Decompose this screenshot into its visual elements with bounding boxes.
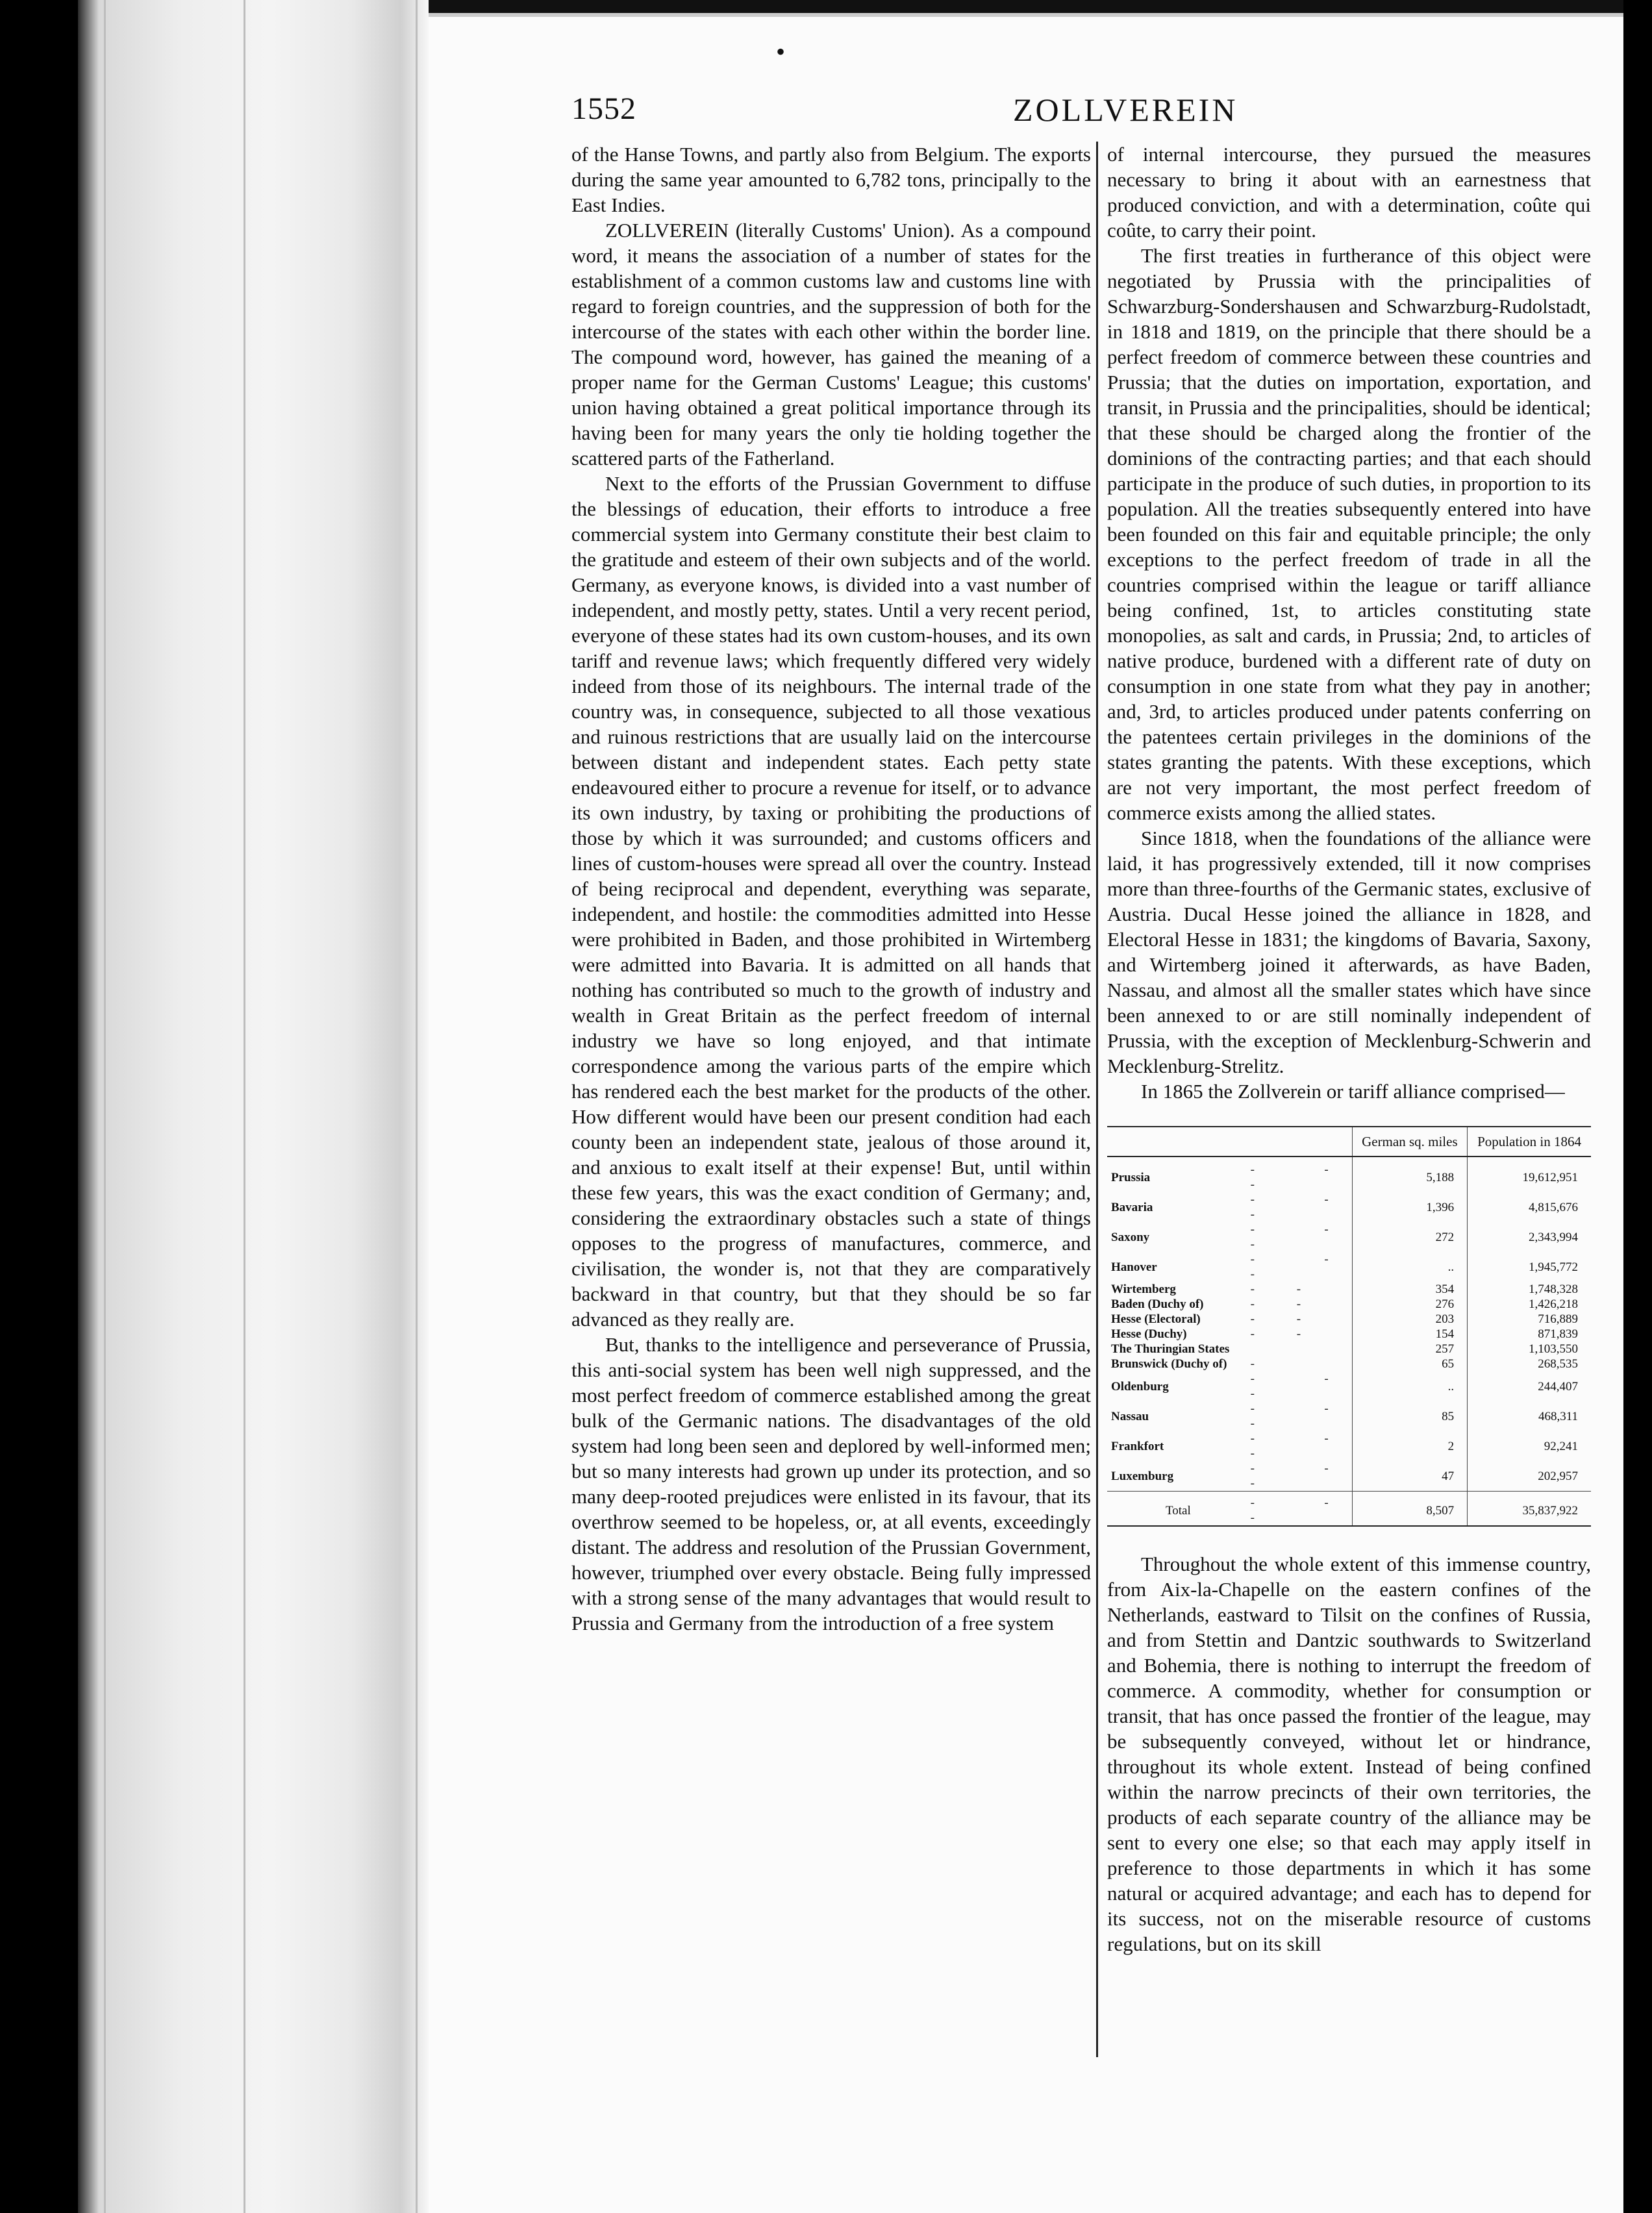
sq-miles-cell: 47 — [1352, 1461, 1467, 1492]
paragraph: Throughout the whole extent of this immense country, from Aix-la-Chapelle on the eastern confines of the Netherlands, eastward to Tilsit on the confines of Russia, and from Stettin and Dantzic southwards to Switzerland and Bohemia, there is nothing to interrupt the freedom of commerce. A commodity, whether for consumption or transit, that has once passed the frontier of the league, may be subsequently conveyed, without let or hindrance, throughout its whole extent. Instead of being confined within the narrow precincts of their own territories, the products of each separate country of the alliance may be sent to every one else; so that each may apply itself in preference to those departments in which it has some natural or acquired advantage; and each has to depend for its success, not on the miserable resource of customs regulations, but on its skill — [1107, 1553, 1591, 1955]
paragraph: But, thanks to the intelligence and perseverance of Prussia, this anti-social system has been well nigh suppressed, and the most perfect freedom of commerce established among the great bulk of the Germanic nations. The disadvantages of the old system had long been seen and deplored by well-informed men; but so many interests had grown up under its protection, and so many deep-rooted prejudices were enlisted in its favour, that its overthrow seemed to be hopeless, or, at all events, exceedingly distant. The address and resolution of the Prussian Government, however, triumphed over every obstacle. Being fully impressed with a strong sense of the many advantages that would result to Prussia and Germany from the introduction of a free system — [571, 1333, 1091, 1634]
total-sq-miles: 8,507 — [1352, 1492, 1467, 1527]
table-row — [1107, 1342, 1591, 1357]
paragraph: Since 1818, when the foundations of the alliance were laid, it has progressively extended, till it now comprises more than three-fourths of the Germanic states, exclusive of Austria. Ducal Hesse joined the alliance in 1828, and Electoral Hesse in 1831; the kingdoms of Bavaria, Saxony, and Wirtemberg joined it afterwards, as have Baden, Nassau, and almost all the smaller states which have since been annexed to or are still nominally independent of Prussia, with the exception of Mecklenburg-Schwerin and Mecklenburg-Strelitz. — [1107, 827, 1591, 1077]
table-row — [1107, 1252, 1591, 1282]
zollverein-table — [1107, 1126, 1591, 1527]
sq-miles-cell: 354 — [1352, 1282, 1467, 1297]
population-cell: 268,535 — [1468, 1357, 1591, 1371]
population-cell: 92,241 — [1468, 1431, 1591, 1461]
table-row — [1107, 1297, 1591, 1312]
leader-dots: - - - — [1250, 1432, 1348, 1460]
table-row — [1107, 1282, 1591, 1297]
column-rule — [1096, 142, 1098, 2057]
population-cell: 468,311 — [1468, 1401, 1591, 1431]
state-name: Wirtemberg — [1111, 1282, 1176, 1296]
population-cell: 2,343,994 — [1468, 1222, 1591, 1252]
table-row — [1107, 1357, 1591, 1371]
paragraph: ZOLLVEREIN (literally Customs' Union). As a compound word, it means the association of a number of states for the establishment of a common customs law and customs line with regard to foreign countries, and the suppression of both for the intercourse of the states with each other within the border line. The compound word, however, has gained the meaning of a proper name for the German Customs' League; this customs' union having obtained a great political importance through its having been for many years the only tie holding together the scattered parts of the Fatherland. — [571, 219, 1091, 469]
population-cell: 871,839 — [1468, 1327, 1591, 1342]
sq-miles-cell: 1,396 — [1352, 1192, 1467, 1222]
right-column — [1107, 142, 1591, 2181]
left-column — [571, 142, 1091, 2181]
sq-miles-cell: 5,188 — [1352, 1157, 1467, 1192]
state-name: Nassau — [1111, 1409, 1149, 1423]
leader-dots: - - - — [1250, 1402, 1348, 1431]
leader-dots: - - - — [1250, 1372, 1348, 1401]
table-header-population: Population in 1864 — [1468, 1127, 1591, 1157]
running-head: ZOLLVEREIN — [1013, 92, 1238, 128]
state-name: Frankfort — [1111, 1439, 1164, 1453]
page-edge-line — [244, 0, 245, 2213]
total-label: Total — [1107, 1492, 1247, 1527]
table-row — [1107, 1401, 1591, 1431]
table-row — [1107, 1461, 1591, 1492]
state-name: Saxony — [1111, 1230, 1150, 1244]
leader-dots: - - - — [1250, 1253, 1348, 1281]
population-cell: 244,407 — [1468, 1371, 1591, 1401]
state-name: Prussia — [1111, 1170, 1151, 1184]
population-cell: 1,748,328 — [1468, 1282, 1591, 1297]
book-page-edges — [78, 0, 429, 2213]
sq-miles-cell: 272 — [1352, 1222, 1467, 1252]
population-cell: 1,945,772 — [1468, 1252, 1591, 1282]
table-row — [1107, 1157, 1591, 1192]
page-edge-line — [416, 0, 418, 2213]
population-cell: 1,426,218 — [1468, 1297, 1591, 1312]
sq-miles-cell: 65 — [1352, 1357, 1467, 1371]
leader-dots: - — [1250, 1357, 1274, 1371]
state-name: Brunswick (Duchy of) — [1111, 1357, 1227, 1371]
table-row — [1107, 1222, 1591, 1252]
scan-dot: • — [776, 37, 786, 66]
leader-dots: - - — [1250, 1312, 1321, 1326]
leader-dots — [1247, 1342, 1353, 1357]
population-cell: 19,612,951 — [1468, 1157, 1591, 1192]
leader-dots: - - - — [1247, 1492, 1353, 1527]
page-edge-line — [104, 0, 106, 2213]
table-total-row — [1107, 1492, 1591, 1527]
state-name: Luxemburg — [1111, 1469, 1174, 1483]
table-row — [1107, 1192, 1591, 1222]
leader-dots: - - - — [1250, 1163, 1348, 1192]
state-name: Oldenburg — [1111, 1379, 1169, 1394]
paragraph: of internal intercourse, they pursued the measures necessary to bring it about with an earnestness that produced conviction, and with a determination, coûte qui coûte, to carry their point. — [1107, 143, 1591, 242]
sq-miles-cell: 2 — [1352, 1431, 1467, 1461]
table-row — [1107, 1431, 1591, 1461]
table-header-blank — [1107, 1127, 1352, 1157]
population-cell: 4,815,676 — [1468, 1192, 1591, 1222]
sq-miles-cell: .. — [1352, 1371, 1467, 1401]
paragraph: of the Hanse Towns, and partly also from Belgium. The exports during the same year amounted to 6,782 tons, principally to the East Indies. — [571, 143, 1091, 216]
table-row — [1107, 1371, 1591, 1401]
sq-miles-cell: .. — [1352, 1252, 1467, 1282]
state-name: Bavaria — [1111, 1200, 1153, 1214]
table-row — [1107, 1327, 1591, 1342]
sq-miles-cell: 257 — [1352, 1342, 1467, 1357]
sq-miles-cell: 276 — [1352, 1297, 1467, 1312]
scan-border — [429, 0, 1623, 13]
paragraph: The first treaties in furtherance of this object were negotiated by Prussia with the principalities of Schwarzburg-Sondershausen and Schwarzburg-Rudolstadt, in 1818 and 1819, on the principle that there should be a perfect freedom of commerce between these countries and Prussia; that the duties on importation, exportation, and transit, in Prussia and the principalities, should be identical; that these should be charged along the frontier of the dominions of the contracting parties; and that each should participate in the produce of such duties, in proportion to its population. All the treaties subsequently entered into have been founded on this fair and equitable principle; the only exceptions to the perfect freedom of trade in all the countries comprised within the league or tariff alliance being confined, 1st, to articles constituting state monopolies, as salt and cards, in Prussia; 2nd, to articles of native produce, burdened with a different rate of duty on consumption in one state from what they pay in another; and, 3rd, to articles produced under patents conferring on the patentees certain privileges in the dominions of the states granting the patents. With these exceptions, which are not very important, the most perfect freedom of commerce exists among the allied states. — [1107, 244, 1591, 824]
population-cell: 202,957 — [1468, 1461, 1591, 1492]
leader-dots: - - — [1250, 1297, 1321, 1311]
sq-miles-cell: 203 — [1352, 1312, 1467, 1327]
total-population: 35,837,922 — [1468, 1492, 1591, 1527]
paragraph: Next to the efforts of the Prussian Government to diffuse the blessings of education, their efforts to introduce a free commercial system into Germany constitute their best claim to the gratitude and esteem of their own subjects and of the world. Germany, as everyone knows, is divided into a vast number of independent, and mostly petty, states. Until a very recent period, everyone of these states had its own custom-houses, and its own tariff and revenue laws; which frequently differed very widely indeed from those of its neighbours. The internal trade of the country was, in consequence, subjected to all those vexatious and ruinous restrictions that are usually laid on the intercourse between distant and independent states. Each petty state endeavoured either to procure a revenue for itself, or to advance its own industry, by taxing or prohibiting the productions of those by which it was surrounded; and customs officers and lines of custom-houses were spread all over the country. Instead of being reciprocal and dependent, everything was separate, independent, and hostile: the commodities admitted into Hesse were prohibited in Baden, and those prohibited in Wirtemberg were admitted into Bavaria. It is admitted on all hands that nothing has contributed so much to the growth of industry and wealth in Great Britain as the perfect freedom of internal industry we have so long enjoyed, and that intimate correspondence among the various parts of the empire which has rendered each the best market for the products of the other. How different would have been our present condition had each county been an independent state, jealous of those around it, and anxious to exalt itself at their expense! But, until within these few years, this was the exact condition of Germany; and, considering the extraordinary obstacles such a state of things opposes to the progress of manufactures, commerce, and civilisation, the wonder is, not that they are comparatively backward in that country, but that they should be so far advanced as they really are. — [571, 472, 1091, 1331]
table-header-sq-miles: German sq. miles — [1352, 1127, 1467, 1157]
page-number: 1552 — [571, 92, 636, 126]
state-name: Baden (Duchy of) — [1111, 1297, 1204, 1311]
table-header-row — [1107, 1127, 1591, 1157]
state-name: Hesse (Electoral) — [1111, 1312, 1201, 1326]
state-name: The Thuringian States — [1111, 1342, 1230, 1356]
leader-dots: - - — [1250, 1282, 1321, 1296]
paragraph: In 1865 the Zollverein or tariff alliance comprised— — [1141, 1080, 1565, 1103]
leader-dots: - - - — [1250, 1193, 1348, 1221]
state-name: Hanover — [1111, 1260, 1157, 1274]
scan-border-shadow — [429, 13, 1623, 17]
leader-dots: - - - — [1250, 1223, 1348, 1251]
leader-dots: - - — [1250, 1327, 1321, 1341]
leader-dots: - - - — [1250, 1462, 1348, 1490]
sq-miles-cell: 154 — [1352, 1327, 1467, 1342]
population-cell: 1,103,550 — [1468, 1342, 1591, 1357]
table-body — [1107, 1157, 1591, 1526]
table-row — [1107, 1312, 1591, 1327]
state-name: Hesse (Duchy) — [1111, 1327, 1187, 1341]
population-cell: 716,889 — [1468, 1312, 1591, 1327]
sq-miles-cell: 85 — [1352, 1401, 1467, 1431]
